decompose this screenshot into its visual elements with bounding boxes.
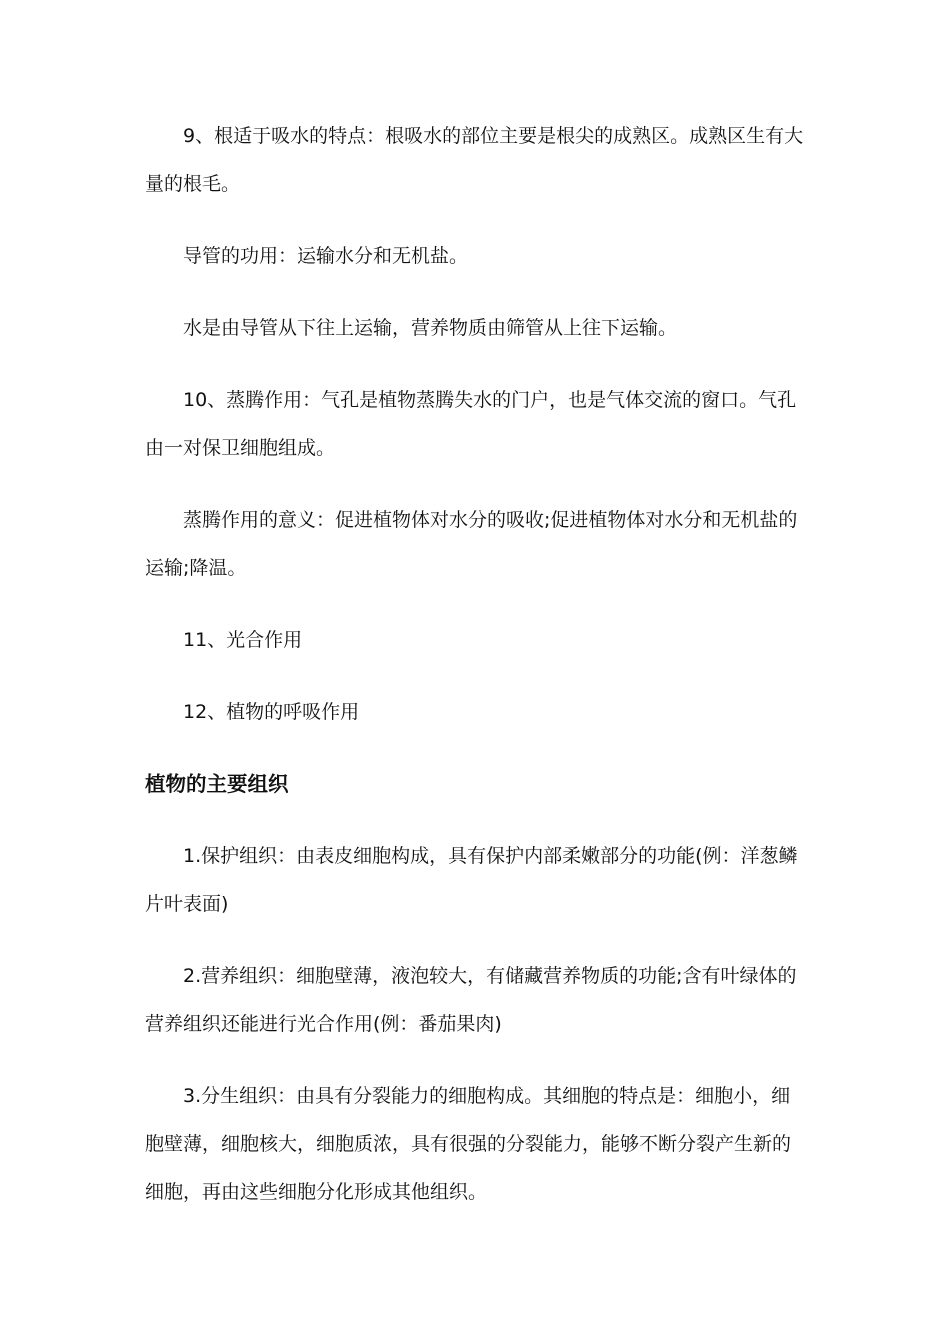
- paragraph-transpiration-significance: 蒸腾作用的意义：促进植物体对水分的吸收;促进植物体对水分和无机盐的运输;降温。: [145, 509, 798, 579]
- paragraph-root-water-absorption: 9、根适于吸水的特点：根吸水的部位主要是根尖的成熟区。成熟区生有大量的根毛。: [145, 125, 804, 195]
- section-heading: 植物的主要组织: [145, 772, 289, 796]
- paragraph-protective-tissue: 1.保护组织：由表皮细胞构成，具有保护内部柔嫩部分的功能(例：洋葱鳞片叶表面): [145, 845, 798, 915]
- paragraph-nutrient-tissue: 2.营养组织：细胞壁薄，液泡较大，有储藏营养物质的功能;含有叶绿体的营养组织还能进行光合作用(例：番茄果肉): [145, 965, 797, 1035]
- paragraph-respiration: 12、植物的呼吸作用: [183, 701, 360, 723]
- paragraph-photosynthesis: 11、光合作用: [183, 629, 303, 651]
- document-body: [145, 112, 807, 1240]
- paragraph-vessel-function: 导管的功用：运输水分和无机盐。: [183, 245, 469, 267]
- paragraph-transport-direction: 水是由导管从下往上运输，营养物质由筛管从上往下运输。: [183, 317, 678, 339]
- paragraph-transpiration: 10、蒸腾作用：气孔是植物蒸腾失水的门户，也是气体交流的窗口。气孔由一对保卫细胞组成。: [145, 389, 797, 459]
- paragraph-meristem-tissue: 3.分生组织：由具有分裂能力的细胞构成。其细胞的特点是：细胞小，细胞壁薄，细胞核大，细胞质浓，具有很强的分裂能力，能够不断分裂产生新的细胞，再由这些细胞分化形成其他组织。: [145, 1085, 792, 1203]
